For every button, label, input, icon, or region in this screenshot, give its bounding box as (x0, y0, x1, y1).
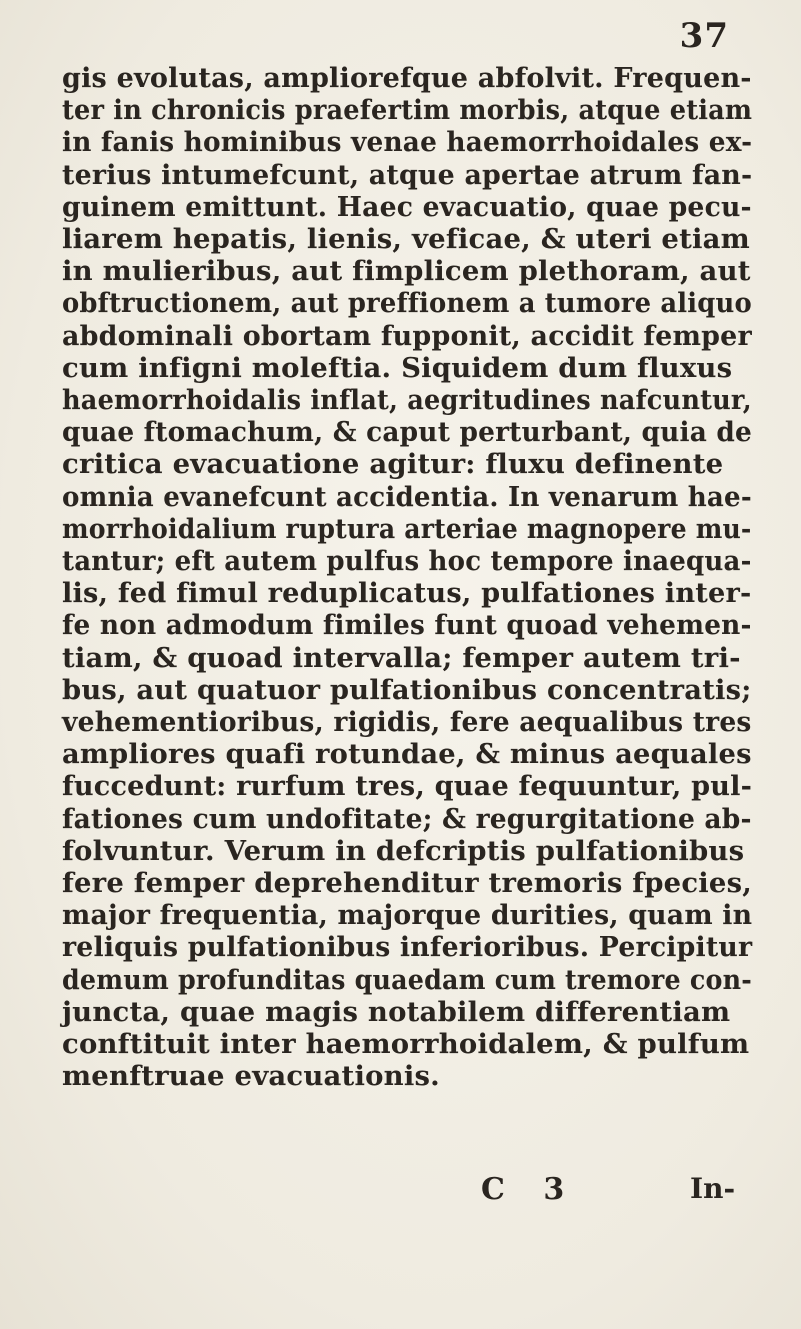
text-line: conftituit inter haemorrhoidalem, & pulfum (62, 1028, 750, 1061)
text-line: obftructionem, aut preffionem a tumore aliquo (62, 287, 752, 320)
text-line: tantur; eft autem pulfus hoc tempore inaequa- (62, 545, 752, 578)
text-line: in mulieribus, aut fimplicem plethoram, aut (62, 255, 751, 288)
text-line: fe non admodum fimiles funt quoad vehemen- (62, 609, 752, 642)
text-line: ter in chronicis praefertim morbis, atque etiam (62, 94, 753, 127)
text-line: liarem hepatis, lienis, veficae, & uteri etiam (62, 223, 750, 256)
text-line: terius intumefcunt, atque apertae atrum fan- (62, 158, 753, 191)
text-line: gis evolutas, ampliorefque abfolvit. Frequen- (62, 62, 752, 94)
signature-mark: C 3 (481, 1172, 579, 1207)
text-line: quae ftomachum, & caput perturbant, quia de (62, 416, 753, 449)
text-line: fationes cum undofitate; & regurgitatione ab- (62, 802, 752, 835)
catchword: In- (690, 1172, 736, 1205)
text-line: morrhoidalium ruptura arteriae magnopere mu- (62, 512, 752, 545)
body-text (62, 62, 752, 1093)
text-line: demum profunditas quaedam cum tremore con- (62, 963, 752, 996)
text-line: tiam, & quoad intervalla; femper autem tri- (62, 641, 741, 674)
text-line: major frequentia, majorque durities, quam in (62, 899, 753, 932)
text-line: vehementioribus, rigidis, fere aequalibus tres (62, 706, 752, 739)
text-line: folvuntur. Verum in defcriptis pulfationibus (62, 834, 745, 867)
text-line: guinem emittunt. Haec evacuatio, quae pecu- (62, 190, 752, 223)
text-line: fuccedunt: rurfum tres, quae fequuntur, pul- (62, 770, 753, 803)
text-line: fere femper deprehenditur tremoris fpecies, (62, 867, 753, 900)
text-line: juncta, quae magis notabilem differentiam (62, 995, 731, 1028)
text-line: in fanis hominibus venae haemorrhoidales ex- (62, 126, 753, 159)
text-line: bus, aut quatuor pulfationibus concentratis; (62, 673, 752, 706)
text-line: ampliores quafi rotundae, & minus aequales (62, 738, 752, 771)
text-line: haemorrhoidalis inflat, aegritudines nafcuntur, (62, 384, 752, 417)
text-line: abdominali obortam fupponit, accidit femper (62, 319, 752, 352)
text-line: reliquis pulfationibus inferioribus. Percipitur (62, 931, 753, 964)
text-line: cum infigni moleftia. Siquidem dum fluxus (62, 351, 733, 384)
page-footer (0, 1172, 801, 1212)
text-line: menftruae evacuationis. (62, 1060, 440, 1093)
page-number: 37 (679, 16, 729, 56)
text-line: omnia evanefcunt accidentia. In venarum hae- (62, 480, 752, 513)
text-line: lis, fed fimul reduplicatus, pulfationes inter- (62, 577, 752, 610)
text-line: critica evacuatione agitur: fluxu definente (62, 448, 724, 481)
